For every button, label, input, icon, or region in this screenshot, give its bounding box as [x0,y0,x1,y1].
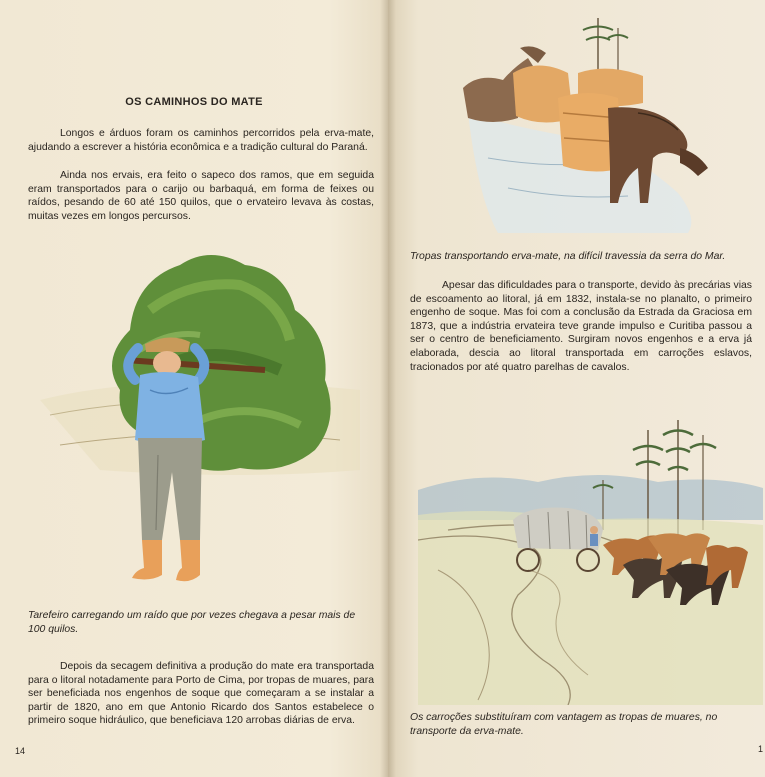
right-page [388,0,765,777]
tarefeiro-illustration [40,240,360,600]
engenho-paragraph: Apesar das dificuldades para o transporte, devido às precárias vias de escoamento ao litoral, já em 1832, instala-se no planalto, o primeiro engenho de soque. Mas foi com a conclusão da Estrada da Graciosa em 1873, que a indústria ervateira teve grande impulso e Curitiba passou a ser o centro de beneficiamento. Surgiram novos engenhos e a erva já elaborada, descia ao litoral transportada em carroções eslavos, tracionados por até quatro parelhas de cavalos. [410,280,752,373]
book-gutter [380,0,396,777]
secagem-paragraph: Depois da secagem definitiva a produção do mate era transportada para o litoral notadamente para Porto de Cima, por tropas de muares, para ser beneficiada nos engenhos de soque que começaram a se instalar a partir de 1820, ano em que Antonio Ricardo dos Santos estabelece o primeiro soque hidráulico, que beneficiava 120 arrobas diárias de erva. [28,661,374,727]
page-title: OS CAMINHOS DO MATE [125,96,263,108]
intro-paragraph: Longos e árduos foram os caminhos percorridos pela erva-mate, ajudando a escrever a história econômica e a tradição cultural do Paraná. [28,128,374,153]
tarefeiro-caption: Tarefeiro carregando um raído que por vezes chegava a pesar mais de 100 quilos. [28,610,356,635]
carrocao-illustration [418,420,763,705]
sapeco-paragraph: Ainda nos ervais, era feito o sapeco dos ramos, que em seguida eram transportados para o carijo ou barbaquá, em forma de feixes ou raídos, pesando de 60 até 150 quilos, que o ervateiro levava às costas, muitas vezes em longos percursos. [28,170,374,222]
tropas-caption: Tropas transportando erva-mate, na difícil travessia da serra do Mar. [410,251,726,262]
mule-tropa-illustration [458,18,718,238]
page-number-right: 1 [758,744,764,754]
page-number-left: 14 [15,746,26,756]
carrocoes-caption: Os carroções substituíram com vantagem as tropas de muares, no transporte da erva-mate. [410,712,718,737]
